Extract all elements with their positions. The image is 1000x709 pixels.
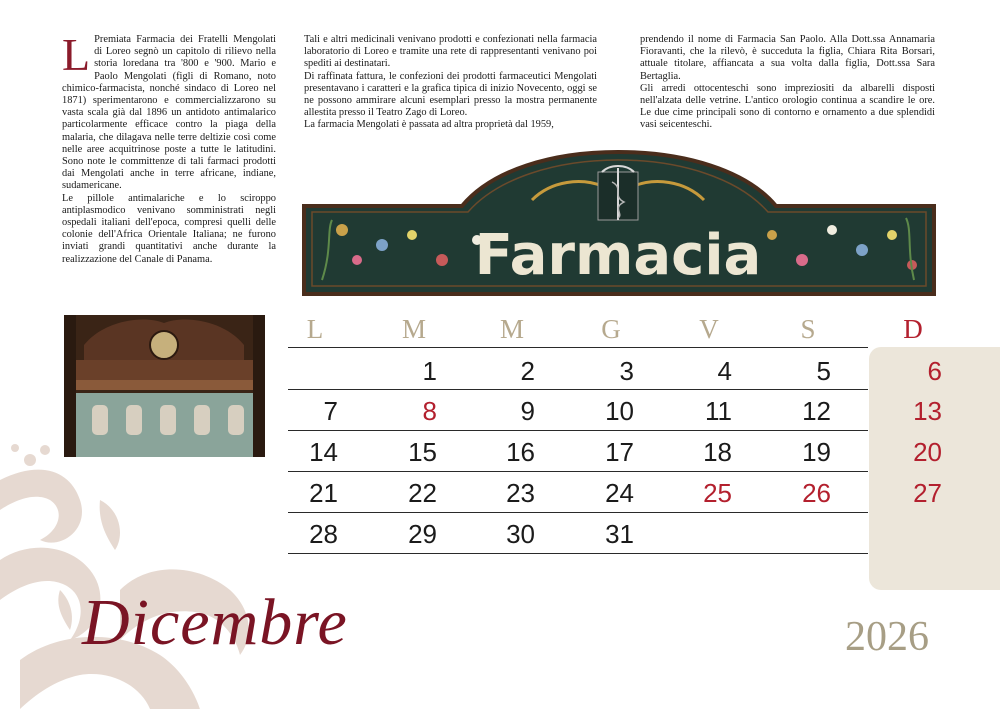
day-cell: 25	[703, 478, 732, 508]
day-cell: 12	[802, 396, 831, 426]
weekday-6: D	[903, 314, 923, 344]
day-cell: 21	[309, 478, 338, 508]
drop-cap: L	[62, 29, 91, 80]
day-cell: 16	[506, 437, 535, 467]
day-cell: 26	[802, 478, 831, 508]
day-cell: 9	[520, 396, 535, 426]
day-cell: 5	[816, 356, 831, 386]
paragraph: Gli arredi ottocenteschi sono impreziositi da albarelli disposti nell'alzata delle vetrine. L'antico orologio continua a scandire le ore. Le due cime principali sono di contorno e ornamento a due splendidi vasi seicenteschi.	[640, 82, 935, 131]
weekday-0: L	[306, 314, 324, 344]
day-cell: 6	[927, 356, 942, 386]
day-cell: 18	[703, 437, 732, 467]
paragraph: Le pillole antimalariche e lo sciroppo antiplasmodico venivano somministrati negli ospedali italiani dell'epoca, compresi quelli delle colonie dell'Africa Orientale Italiana; ne furono inviati grandi quantitativi anche durante la realizzazione del Canale di Panama.	[62, 192, 276, 265]
paragraph: La farmacia Mengolati è passata ad altra proprietà dal 1959,	[304, 119, 554, 131]
day-cell: 8	[422, 396, 437, 426]
day-cell: 28	[309, 519, 338, 549]
day-cell: 19	[802, 437, 831, 467]
day-cell: 17	[605, 437, 634, 467]
weekday-2: M	[499, 314, 524, 344]
day-cell: 10	[605, 396, 634, 426]
day-cell: 24	[605, 478, 634, 508]
weekday-4: V	[699, 314, 719, 344]
sign-word: Farmacia	[474, 223, 762, 288]
damask-ornament-icon	[0, 440, 260, 709]
paragraph: Premiata Farmacia dei Fratelli Mengolati di Loreo segnò un capitolo di rilievo nella storia loredana tra '800 e '900. Mario e Paolo Mengolati (figli di Romano, noto chimico-farmacista, nonché sindaco di Loreo nel 1871) sperimentarono e commercializzarono su vasta scala già dal 1896 un antidoto antimalarico particolarmente efficace contro la piaga della malaria, che dilagava nelle terre deltizie così come nelle aree acquitrinose poste a tutte le latitudini. Sono note le committenze di tali farmaci prodotti dai Mengolati anche in terre africane, indiane, sudamericane.	[62, 34, 276, 192]
day-cell: 31	[605, 519, 634, 549]
day-cell: 30	[506, 519, 535, 549]
day-cell: 29	[408, 519, 437, 549]
paragraph: prendendo il nome di Farmacia San Paolo. Alla Dott.ssa Annamaria Fioravanti, che la rilevò, è succeduta la figlia, Chiara Rita Borsari, attuale titolare, affiancata a sua volta dalla figlia, Dott.ssa Sara Bertaglia.	[640, 34, 935, 82]
day-cell: 4	[717, 356, 732, 386]
middle-text-column	[304, 34, 597, 132]
grid-rule	[288, 553, 868, 554]
day-cell: 15	[408, 437, 437, 467]
day-cell: 20	[913, 437, 942, 467]
grid-rule	[288, 512, 868, 513]
day-cell: 3	[619, 356, 634, 386]
month-title: Dicembre	[82, 586, 348, 659]
day-cell: 11	[705, 396, 732, 426]
right-text-column	[640, 34, 935, 132]
day-cell: 22	[408, 478, 437, 508]
caduceus-icon	[598, 166, 638, 220]
day-cell: 2	[520, 356, 535, 386]
day-cell: 23	[506, 478, 535, 508]
day-cell: 7	[323, 396, 338, 426]
grid-rule	[288, 430, 868, 431]
weekday-1: M	[401, 314, 426, 344]
paragraph: Tali e altri medicinali venivano prodotti e confezionati nella farmacia laboratorio di Loreo e tramite una rete di rappresentanti venivano poi spediti ai destinatari.	[304, 34, 597, 70]
farmacia-sign-image	[302, 150, 936, 296]
paragraph: Di raffinata fattura, le confezioni dei prodotti farmaceutici Mengolati presentavano i caratteri e la grafica tipica di inizio Novecento, oggi se ne possono ammirare alcuni esemplari presso la mostra permanente allestita presso il Teatro Zago di Loreo.	[304, 70, 597, 119]
weekday-5: S	[800, 314, 816, 344]
day-cell: 1	[422, 356, 437, 386]
cabinet-photo	[64, 315, 265, 457]
day-cell: 27	[913, 478, 942, 508]
day-cell: 14	[309, 437, 338, 467]
grid-rule	[288, 389, 868, 390]
grid-rule	[288, 347, 868, 348]
year-label: 2026	[845, 614, 929, 660]
weekday-3: G	[601, 314, 621, 344]
day-cell: 13	[913, 396, 942, 426]
grid-rule	[288, 471, 868, 472]
intro-text-column	[62, 29, 276, 266]
